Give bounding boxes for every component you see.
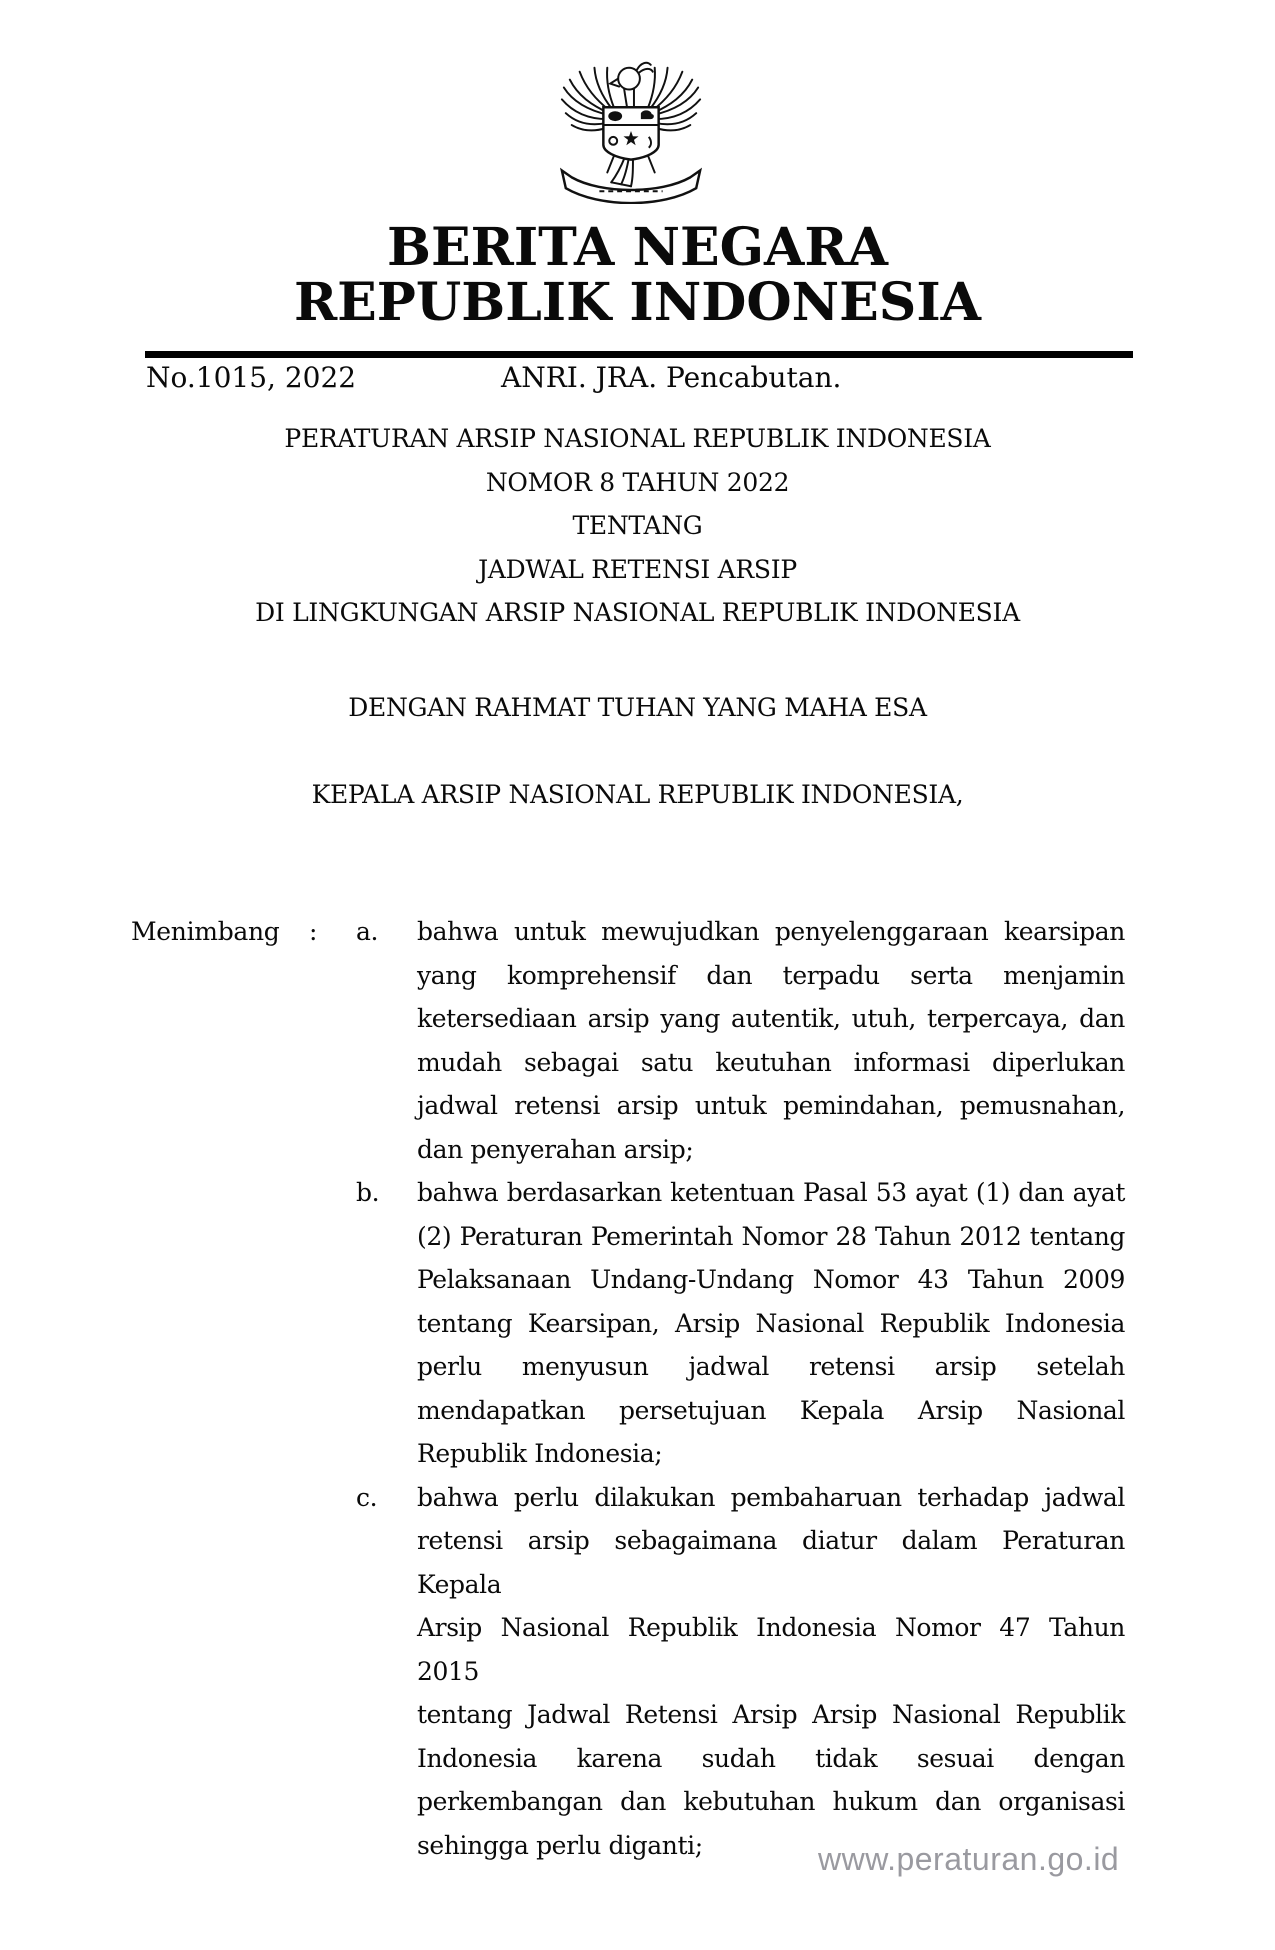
paragraph-line: perlu menyusun jadwal retensi arsip setelah xyxy=(417,1352,1125,1381)
regulation-title-line: PERATURAN ARSIP NASIONAL REPUBLIK INDONESIA xyxy=(284,424,991,453)
gazette-subject: ANRI. JRA. Pencabutan. xyxy=(501,361,842,394)
considering-colon: : xyxy=(309,917,318,946)
watermark-url: www.peraturan.go.id xyxy=(818,1841,1120,1877)
paragraph-line: Pelaksanaan Undang-Undang Nomor 43 Tahun 2009 xyxy=(417,1265,1125,1294)
item-marker: a. xyxy=(356,917,379,946)
paragraph-line: Republik Indonesia; xyxy=(417,1439,663,1468)
invocation-line: DENGAN RAHMAT TUHAN YANG MAHA ESA xyxy=(348,693,927,722)
paragraph-line: mudah sebagai satu keutuhan informasi diperlukan xyxy=(417,1047,1125,1077)
issuing-official-line: KEPALA ARSIP NASIONAL REPUBLIK INDONESIA, xyxy=(311,780,964,809)
regulation-title-line: JADWAL RETENSI ARSIP xyxy=(478,554,797,584)
garuda-pancasila-emblem xyxy=(552,52,710,204)
item-marker: b. xyxy=(356,1178,380,1207)
regulation-title-line: DI LINGKUNGAN ARSIP NASIONAL REPUBLIK INDONESIA xyxy=(255,598,1020,627)
considering-item-c xyxy=(356,1476,1125,1868)
considering-item-b xyxy=(356,1171,1125,1476)
regulation-title-line: NOMOR 8 TAHUN 2022 xyxy=(485,467,790,497)
paragraph-line: sehingga perlu diganti; xyxy=(417,1830,703,1860)
paragraph-line: bahwa untuk mewujudkan penyelenggaraan kearsipan xyxy=(417,917,1125,946)
item-body xyxy=(417,1171,1125,1476)
considering-label: Menimbang xyxy=(131,917,280,946)
paragraph-line: tentang Kearsipan, Arsip Nasional Republik Indonesia xyxy=(417,1308,1125,1338)
masthead xyxy=(0,217,1275,333)
paragraph-line: dan penyerahan arsip; xyxy=(417,1134,694,1164)
considering-items xyxy=(356,910,1125,1867)
paragraph-line: retensi arsip sebagaimana diatur dalam Peraturan Kepala xyxy=(417,1526,1125,1599)
masthead-title-line2: REPUBLIK INDONESIA xyxy=(293,272,982,333)
paragraph-line: (2) Peraturan Pemerintah Nomor 28 Tahun 2012 tentang xyxy=(417,1221,1125,1251)
gazette-number: No.1015, 2022 xyxy=(146,361,357,394)
paragraph-line: perkembangan dan kebutuhan hukum dan organisasi xyxy=(417,1787,1125,1816)
paragraph-line: Arsip Nasional Republik Indonesia Nomor 47 Tahun 2015 xyxy=(417,1613,1125,1686)
regulation-title xyxy=(0,417,1275,635)
paragraph-line: jadwal retensi arsip untuk pemindahan, pemusnahan, xyxy=(417,1091,1125,1120)
paragraph-line: bahwa berdasarkan ketentuan Pasal 53 ayat (1) dan ayat xyxy=(417,1178,1125,1207)
paragraph-line: yang komprehensif dan terpadu serta menjamin xyxy=(417,960,1125,990)
item-body xyxy=(417,1476,1125,1868)
masthead-rule xyxy=(145,351,1133,358)
masthead-title-line1: BERITA NEGARA xyxy=(387,217,888,278)
paragraph-line: Indonesia karena sudah tidak sesuai dengan xyxy=(417,1743,1125,1773)
considering-item-a xyxy=(356,910,1125,1171)
paragraph-line: tentang Jadwal Retensi Arsip Arsip Nasional Republik xyxy=(417,1700,1125,1729)
item-marker: c. xyxy=(356,1482,378,1512)
paragraph-line: mendapatkan persetujuan Kepala Arsip Nasional xyxy=(417,1395,1125,1425)
item-body xyxy=(417,910,1125,1171)
paragraph-line: bahwa perlu dilakukan pembaharuan terhadap jadwal xyxy=(417,1482,1125,1512)
regulation-title-line: TENTANG xyxy=(572,511,703,540)
paragraph-line: ketersediaan arsip yang autentik, utuh, terpercaya, dan xyxy=(417,1004,1125,1033)
